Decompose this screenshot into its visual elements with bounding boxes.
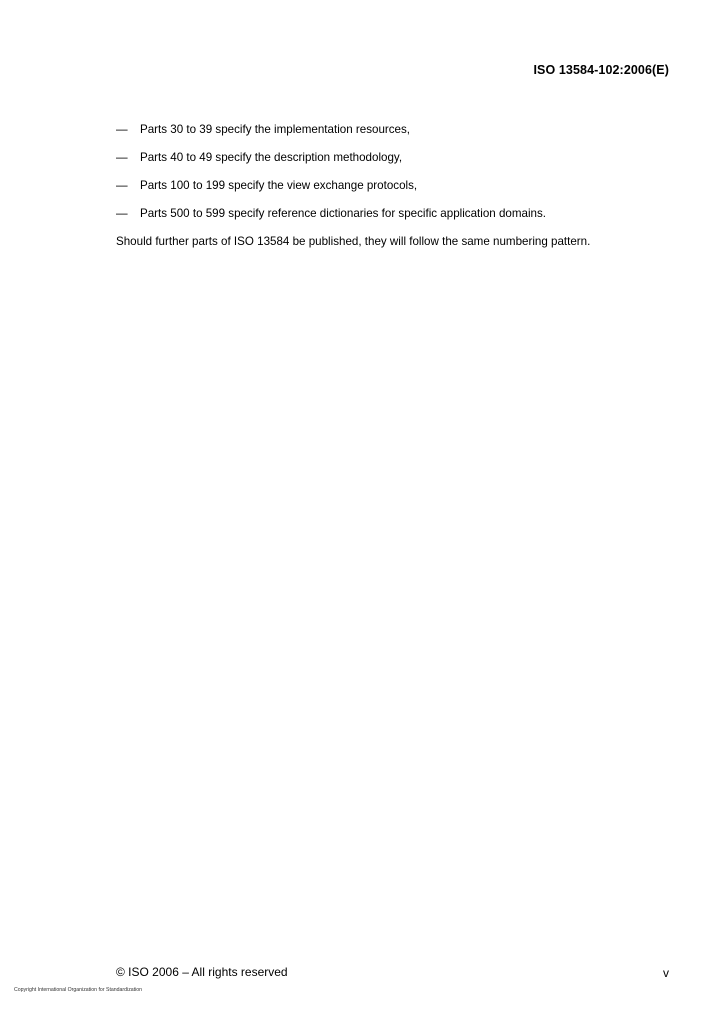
dash-bullet: —: [116, 179, 128, 192]
list-item: [116, 207, 676, 221]
list-item-text: Parts 30 to 39 specify the implementation resources,: [140, 123, 411, 136]
dash-bullet: —: [116, 123, 128, 136]
body-content: [116, 123, 676, 249]
list-item-text: Parts 100 to 199 specify the view exchange protocols,: [140, 179, 418, 192]
page-number: v: [663, 966, 669, 980]
list-item-text: Parts 40 to 49 specify the description methodology,: [140, 151, 403, 164]
numbering-paragraph: Should further parts of ISO 13584 be published, they will follow the same numbering pattern.: [116, 235, 591, 248]
list-item-text: Parts 500 to 599 specify reference dictionaries for specific application domains.: [140, 207, 546, 220]
list-item: [116, 123, 676, 137]
parts-list: [116, 123, 676, 221]
dash-bullet: —: [116, 207, 128, 220]
list-item: [116, 151, 676, 165]
copyright-notice: Copyright International Organization for Standardization: [14, 987, 143, 993]
copyright-footer: © ISO 2006 – All rights reserved: [116, 965, 288, 979]
document-id-header: ISO 13584-102:2006(E): [533, 63, 669, 77]
dash-bullet: —: [116, 151, 128, 164]
list-item: [116, 179, 676, 193]
